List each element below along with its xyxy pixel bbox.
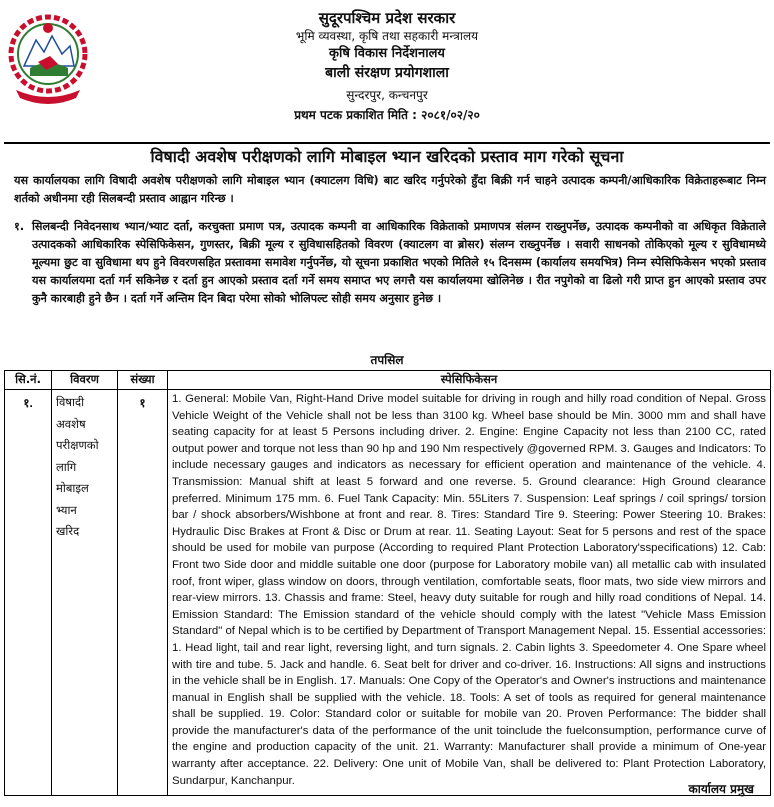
header-quantity: संख्या <box>118 371 168 390</box>
row-quantity: १ <box>118 390 168 796</box>
directorate-name: कृषि विकास निर्देशनालय <box>329 46 445 61</box>
schedule-heading: तपसिल <box>370 353 404 367</box>
specification-table <box>4 370 771 796</box>
description-line: अवशेष <box>56 416 86 431</box>
ministry-name: भूमि व्यवस्था, कृषि तथा सहकारी मन्त्रालय <box>295 29 479 43</box>
signature-title: कार्यालय प्रमुख <box>688 782 754 796</box>
office-name: बाली संरक्षण प्रयोगशाला <box>325 65 449 81</box>
description-line: परीक्षणको <box>56 438 99 452</box>
publication-date: प्रथम पटक प्रकाशित मिति : २०८१/०२/२० <box>294 108 480 122</box>
condition-point <box>14 218 766 308</box>
description-line: भ्यान <box>56 502 77 517</box>
row-specification: 1. General: Mobile Van, Right-Hand Drive model suitable for driving in rough and hilly road condition of Nepal. Gross Vehicle Weight of the Vehicle shall not be less than 3100 kg. Wheel base should be Min. 3000 mm and shall have seating capacity for at least 5 Persons including driver. 2. Engine: Engine Capacity not less than 2100 CC, rated output power and torque not less than 90 hp and 190 Nm respectively @governed RPM. 3. Gauges and Indicators: To include necessary gauges and indicators as necessary for efficient operation and maintenance of the vehicle. 4. Transmission: Manual shift at least 5 forward and one reverse. 5. Ground clearance: High Ground clearance preferred. Minimum 175 mm. 6. Fuel Tank Capacity: Min. 55Liters 7. Suspension: Leaf springs / coil springs/ torsion bar / shock absorbers/Wishbone at front and rear. 8. Tires: Standard Tire 9. Steering: Power Steering 10. Brakes: Hydraulic Disc Brakes at Front & Disc or Drum at rear. 11. Seating Layout: Seat for 5 persons and rest of the space should be used for mobile van purpose (According to required Plant Protection Laboratory'sspecifications) 12. Cab: Front two Side door and middle suitable one door (purpose for Laboratory mobile van) all metallic cab with insulated roof, front wiper, glass window on doors, through ventilation, comfortable seats, floor mats, two side view mirrors and rear-view mirrors. 13. Chassis and frame: Steel, heavy duty suitable for rough and hilly road conditions of Nepal. 14. Emission Standard: The Emission standard of the vehicle should comply with the latest "Vehicle Mass Emission Standard" of Nepal which is to be certified by Department of Transport Management Nepal. 15. Essential accessories: 1. Head light, tail and rear light, reversing light, and turn signals. 2. Cabin lights 3. Speedometer 4. One Spare wheel with tire and tube. 5. Jack and handle. 6. Seat belt for driver and co-driver. 16. Instructions: All signs and instructions in the vehicle shall be in English. 17. Manuals: One Copy of the Operator's and Owner's instructions and maintenance manual in English shall be supplied with the vehicle. 18. Tools: A set of tools as required for general maintenance shall be supplied. 19. Color: Standard color or suitable for mobile van 20. Proven Performance: The bidder shall provide the manufacturer's data of the performance of the unit toinclude the fuelconsumption, performance curve of the engine and production capacity of the unit. 21. Warranty: Manufacturer shall provide a minimum of One-year warranty after acceptance. 22. Delivery: One unit of Mobile Van, shall be delivered to: Plant Protection Laboratory, Sundarpur, Kanchanpur. <box>168 390 771 796</box>
letterhead <box>0 8 774 124</box>
header-specification: स्पेसिफिकेसन <box>168 371 771 390</box>
government-name: सुदूरपश्चिम प्रदेश सरकार <box>318 9 456 27</box>
notice-title: विषादी अवशेष परीक्षणको लागि मोबाइल भ्यान खरिदको प्रस्ताव माग गरेको सूचना <box>150 147 624 166</box>
description-line: लागि <box>56 459 77 474</box>
office-address: सुन्दरपुर, कन्चनपुर <box>346 88 428 102</box>
description-line: विषादी <box>56 395 85 409</box>
row-sn: १. <box>5 390 52 796</box>
condition-number: १. <box>14 220 25 233</box>
row-description <box>52 390 118 796</box>
header-description: विवरण <box>52 371 118 390</box>
table-row <box>5 390 771 796</box>
table-header-row <box>5 371 771 390</box>
header-sn: सि.नं. <box>5 371 52 390</box>
condition-text: सिलबन्दी निवेदनसाथ भ्यान/भ्याट दर्ता, करचुक्ता प्रमाण पत्र, उत्पादक कम्पनी वा आधिकारिक विक्रेताको प्रमाणपत्र संलग्न राख्नुपर्नेछ, उत्पादक कम्पनीको वा अधिकृत विक्रेताले उत्पादकको आधिकारिक स्पेसिफिकेसन, गुणस्तर, बिक्री मूल्य र सुविधासहितको विवरण (क्याटलग वा ब्रोसर) संलग्न राख्नुपर्नेछ । सवारी साधनको तोकिएको मूल्य र सुविधामध्ये मूल्यमा छुट वा सुविधामा थप हुने विवरणसहित प्रस्तावमा समावेश गर्नुपर्नेछ, यो सूचना प्रकाशित भएको मितिले १५ दिनसम्म (कार्यालय समयभित्र) निम्न स्पेसिफिकेसन भएको प्रस्ताव यस कार्यालयमा दर्ता गर्न सकिनेछ र दर्ता हुन आएको प्रस्ताव दर्ता गर्ने समय समाप्त भए लगत्तै यस कार्यालयमा खोलिनेछ । रीत नपुगेको वा ढिलो गरी प्राप्त हुन आएको प्रस्ताव उपर कुनै कारबाही हुने छैन । दर्ता गर्ने अन्तिम दिन बिदा परेमा सोको भोलिपल्ट सोही समय अनुसार हुनेछ । <box>32 220 766 305</box>
description-line: खरिद <box>56 524 80 538</box>
description-line: मोबाइल <box>56 481 89 495</box>
header-divider <box>4 142 770 144</box>
notice-intro: यस कार्यालयका लागि विषादी अवशेष परीक्षणको लागि मोबाइल भ्यान (क्याटलग विधि) बाट खरिद गर्नुपरेको हुँदा बिक्री गर्न चाहने उत्पादक कम्पनी/आधिकारिक विक्रेताहरूबाट निम्न शर्तको अधीनमा रही सिलबन्दी प्रस्ताव आह्वान गरिन्छ । <box>14 174 766 205</box>
